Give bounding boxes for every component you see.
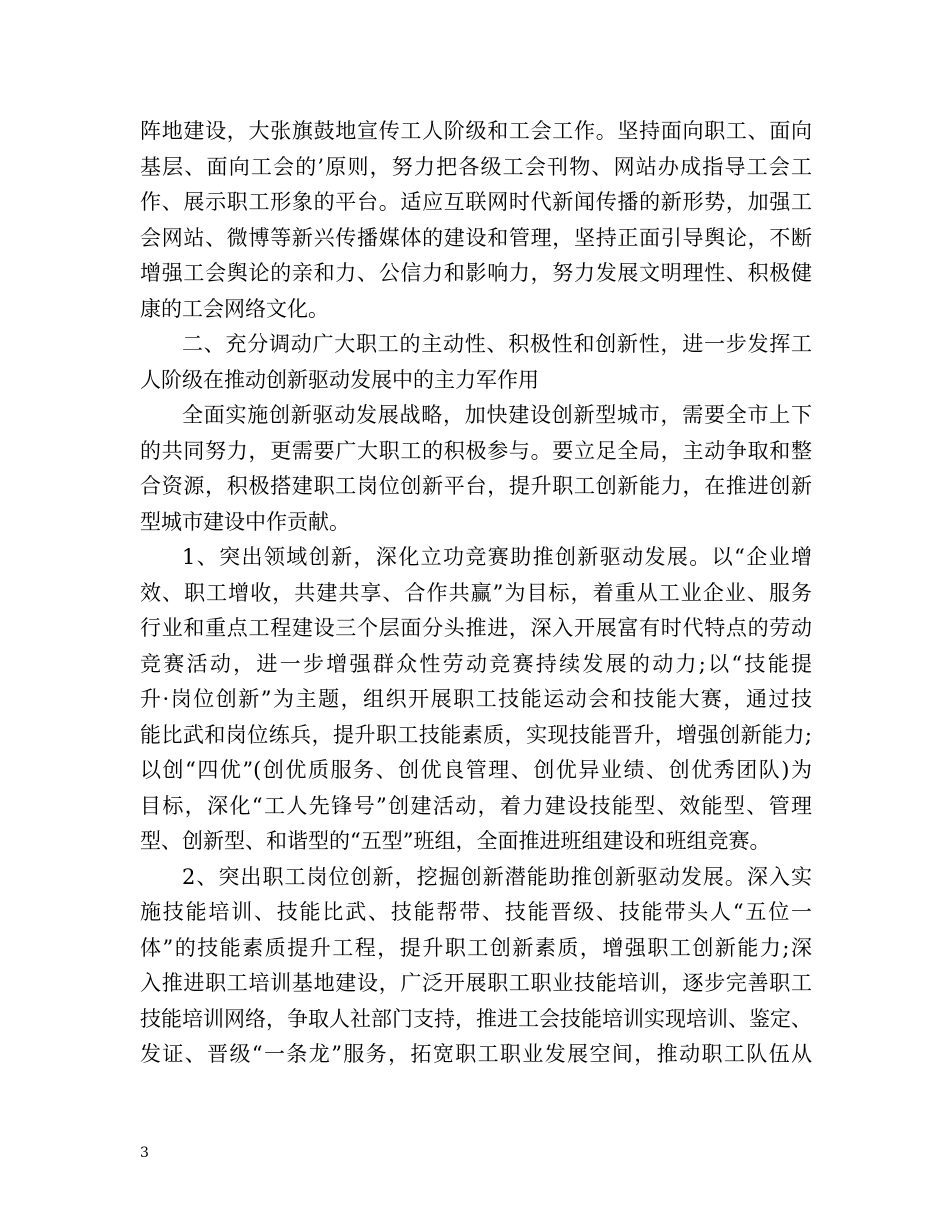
- text-line: 增强工会舆论的亲和力、公信力和影响力，努力发展文明理性、积极健: [140, 261, 812, 285]
- text-line: 阵地建设，大张旗鼓地宣传工人阶级和工会工作。坚持面向职工、面向: [140, 119, 812, 143]
- text-line: 技能培训网络，争取人社部门支持，推进工会技能培训实现培训、鉴定、: [140, 1006, 812, 1031]
- text-line: 能比武和岗位练兵，提升职工技能素质，实现技能晋升，增强创新能力;: [140, 722, 812, 747]
- text-line: 1、突出领域创新，深化立功竞赛助推创新驱动发展。以“企业增: [182, 545, 812, 569]
- text-line: 作、展示职工形象的平台。适应互联网时代新闻传播的新形势，加强工: [140, 190, 812, 214]
- text-line: 以创“四优”(创优质服务、创优良管理、创优异业绩、创优秀团队)为: [140, 758, 812, 782]
- text-line: 效、职工增收，共建共享、合作共赢”为目标，着重从工业企业、服务: [140, 580, 812, 605]
- text-line: 会网站、微博等新兴传播媒体的建设和管理，坚持正面引导舆论，不断: [140, 225, 812, 250]
- document-body: [140, 114, 812, 1073]
- text-line: 升·岗位创新”为主题，组织开展职工技能运动会和技能大赛，通过技: [140, 687, 812, 711]
- text-line: 竞赛活动，进一步增强群众性劳动竞赛持续发展的动力;以“技能提: [140, 651, 812, 676]
- text-line: 全面实施创新驱动发展战略，加快建设创新型城市，需要全市上下: [182, 403, 812, 427]
- text-line: 二、充分调动广大职工的主动性、积极性和创新性，进一步发挥工: [182, 332, 812, 356]
- text-line: 体”的技能素质提升工程，提升职工创新素质，增强职工创新能力;深: [140, 935, 812, 960]
- text-line: 的共同努力，更需要广大职工的积极参与。要立足全局，主动争取和整: [140, 438, 812, 463]
- text-line: 行业和重点工程建设三个层面分头推进，深入开展富有时代特点的劳动: [140, 616, 812, 640]
- text-line: 2、突出职工岗位创新，挖掘创新潜能助推创新驱动发展。深入实: [182, 864, 812, 889]
- text-line: 入推进职工培训基地建设，广泛开展职工职业技能培训，逐步完善职工: [140, 971, 812, 995]
- text-line: 目标，深化“工人先锋号”创建活动，着力建设技能型、效能型、管理: [140, 793, 812, 818]
- text-line: 型城市建设中作贡献。: [140, 509, 350, 534]
- text-line: 发证、晋级“一条龙”服务，拓宽职工职业发展空间，推动职工队伍从: [140, 1042, 812, 1066]
- text-line: 康的工会网络文化。: [140, 296, 329, 321]
- page-number: 3: [140, 1145, 149, 1161]
- text-line: 型、创新型、和谐型的“五型”班组，全面推进班组建设和班组竞赛。: [140, 829, 771, 853]
- text-line: 施技能培训、技能比武、技能帮带、技能晋级、技能带头人“五位一: [140, 900, 812, 924]
- text-line: 合资源，积极搭建职工岗位创新平台，提升职工创新能力，在推进创新: [140, 474, 812, 498]
- text-line: 人阶级在推动创新驱动发展中的主力军作用: [140, 367, 539, 392]
- text-line: 基层、面向工会的’原则，努力把各级工会刊物、网站办成指导工会工: [140, 154, 812, 179]
